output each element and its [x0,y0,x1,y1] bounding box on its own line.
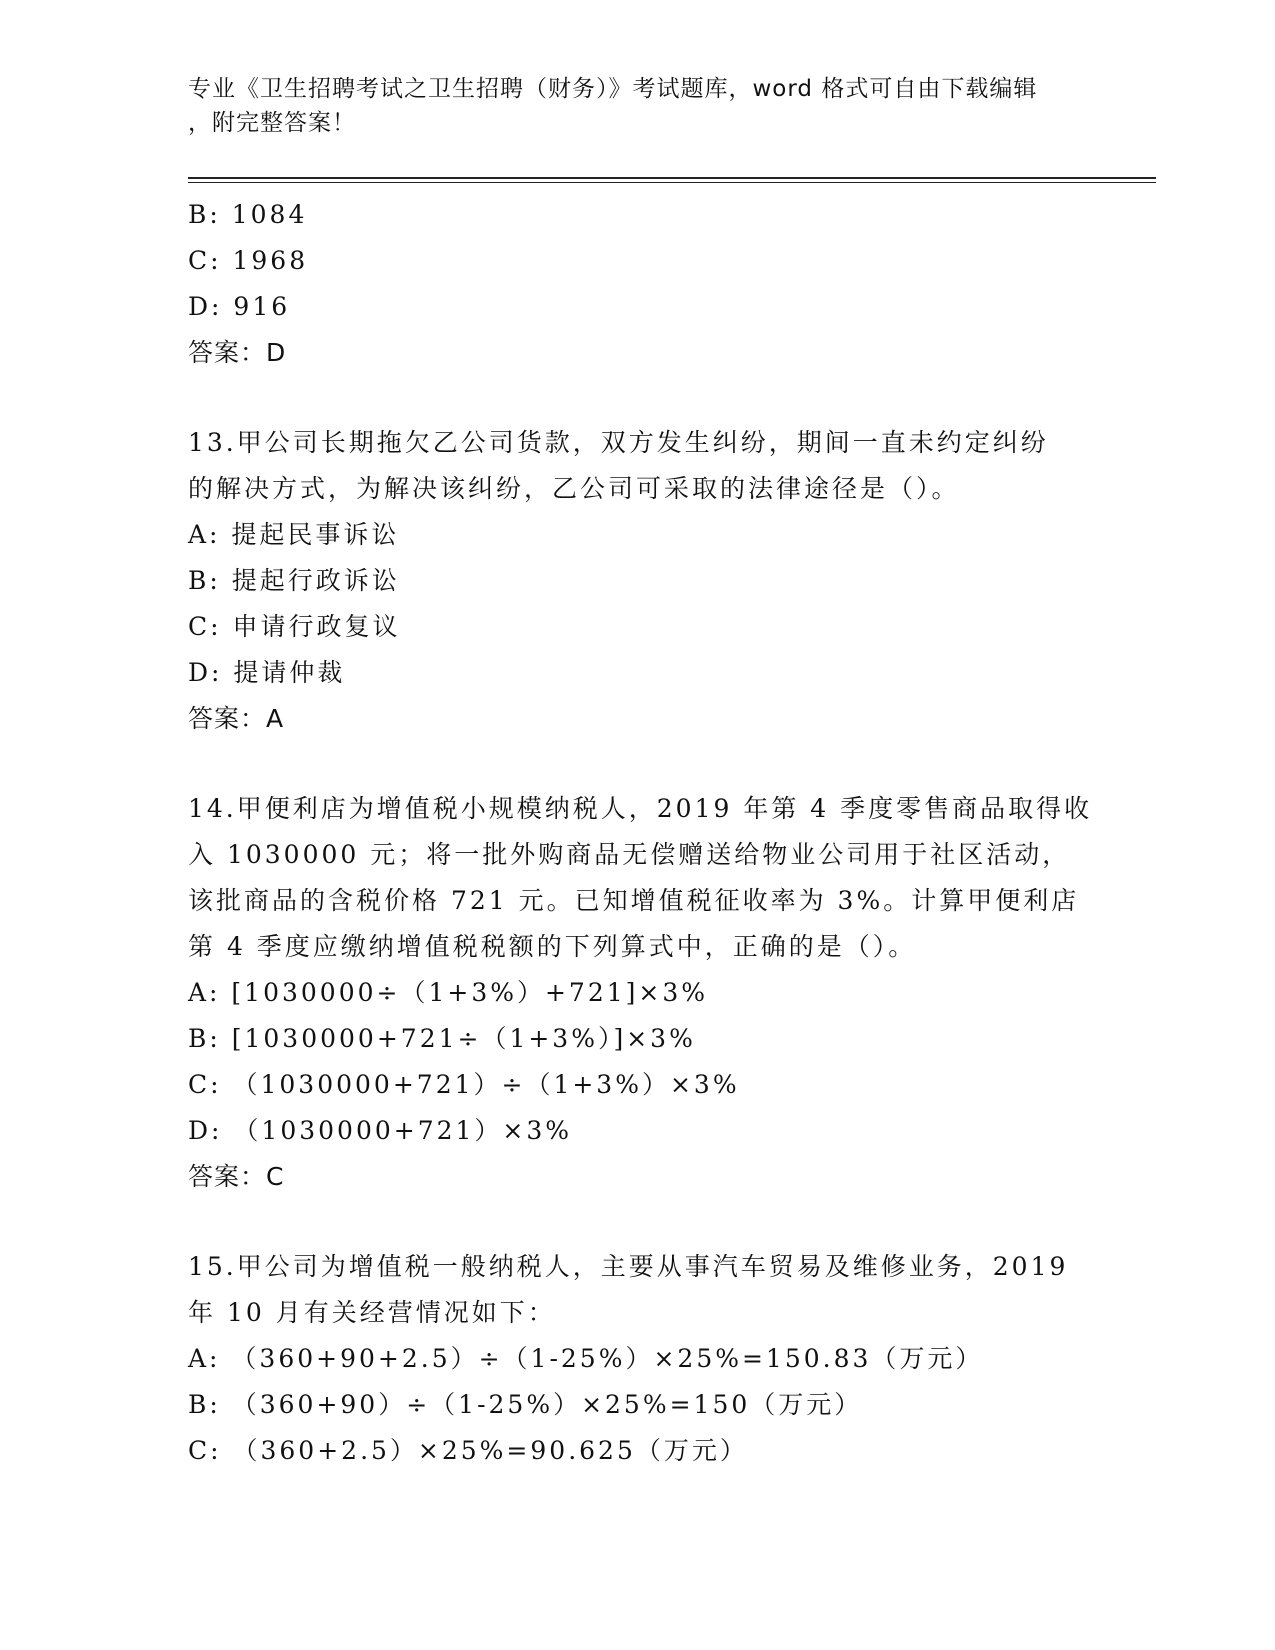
question-stem-line: 该批商品的含税价格 721 元。已知增值税征收率为 3%。计算甲便利店 [188,886,1080,915]
option-b: B: 提起行政诉讼 [188,566,400,595]
option-a: A: [1030000÷（1+3%）+721]×3% [188,978,709,1007]
option-a: A: （360+90+2.5）÷（1-25%）×25%=150.83（万元） [188,1344,984,1373]
question-stem-line: 入 1030000 元；将一批外购商品无偿赠送给物业公司用于社区活动， [188,840,1071,869]
question-stem-line: 13.甲公司长期拖欠乙公司货款，双方发生纠纷，期间一直未约定纠纷 [188,428,1049,457]
question-block-14 [188,786,1093,1200]
question-stem-line: 第 4 季度应缴纳增值税税额的下列算式中，正确的是（）。 [188,932,917,961]
question-block-13 [188,420,1088,742]
header-line-1: 专业《卫生招聘考试之卫生招聘（财务）》考试题库，word 格式可自由下载编辑 [188,76,1038,102]
question-stem-line: 年 10 月有关经营情况如下： [188,1298,556,1327]
question-block-15 [188,1244,1088,1474]
option-b: B: [1030000+721÷（1+3%）]×3% [188,1024,696,1053]
document-header [188,72,1088,140]
question-block-prev [188,192,1088,376]
header-divider-thin [188,182,1156,183]
option-a: A: 提起民事诉讼 [188,520,400,549]
option-c: C: 申请行政复议 [188,612,401,641]
question-stem-line: 的解决方式，为解决该纠纷，乙公司可采取的法律途径是（）。 [188,474,960,503]
option-c: C: （360+2.5）×25%=90.625（万元） [188,1436,748,1465]
option-d: D: （1030000+721）×3% [188,1116,573,1145]
option-b: B: 1084 [188,200,308,229]
option-c: C: 1968 [188,246,309,275]
option-c: C: （1030000+721）÷（1+3%）×3% [188,1070,740,1099]
option-b: B: （360+90）÷（1-25%）×25%=150（万元） [188,1390,863,1419]
question-list [188,192,1093,1474]
answer-line: 答案：C [188,1162,285,1191]
question-stem-line: 14.甲便利店为增值税小规模纳税人，2019 年第 4 季度零售商品取得收 [188,794,1093,823]
header-divider-thick [188,177,1156,179]
answer-line: 答案：D [188,338,287,367]
option-d: D: 提请仲裁 [188,658,346,687]
question-stem-line: 15.甲公司为增值税一般纳税人，主要从事汽车贸易及维修业务，2019 [188,1252,1069,1281]
header-line-2: ，附完整答案！ [188,110,356,136]
answer-line: 答案：A [188,704,285,733]
option-d: D: 916 [188,292,291,321]
